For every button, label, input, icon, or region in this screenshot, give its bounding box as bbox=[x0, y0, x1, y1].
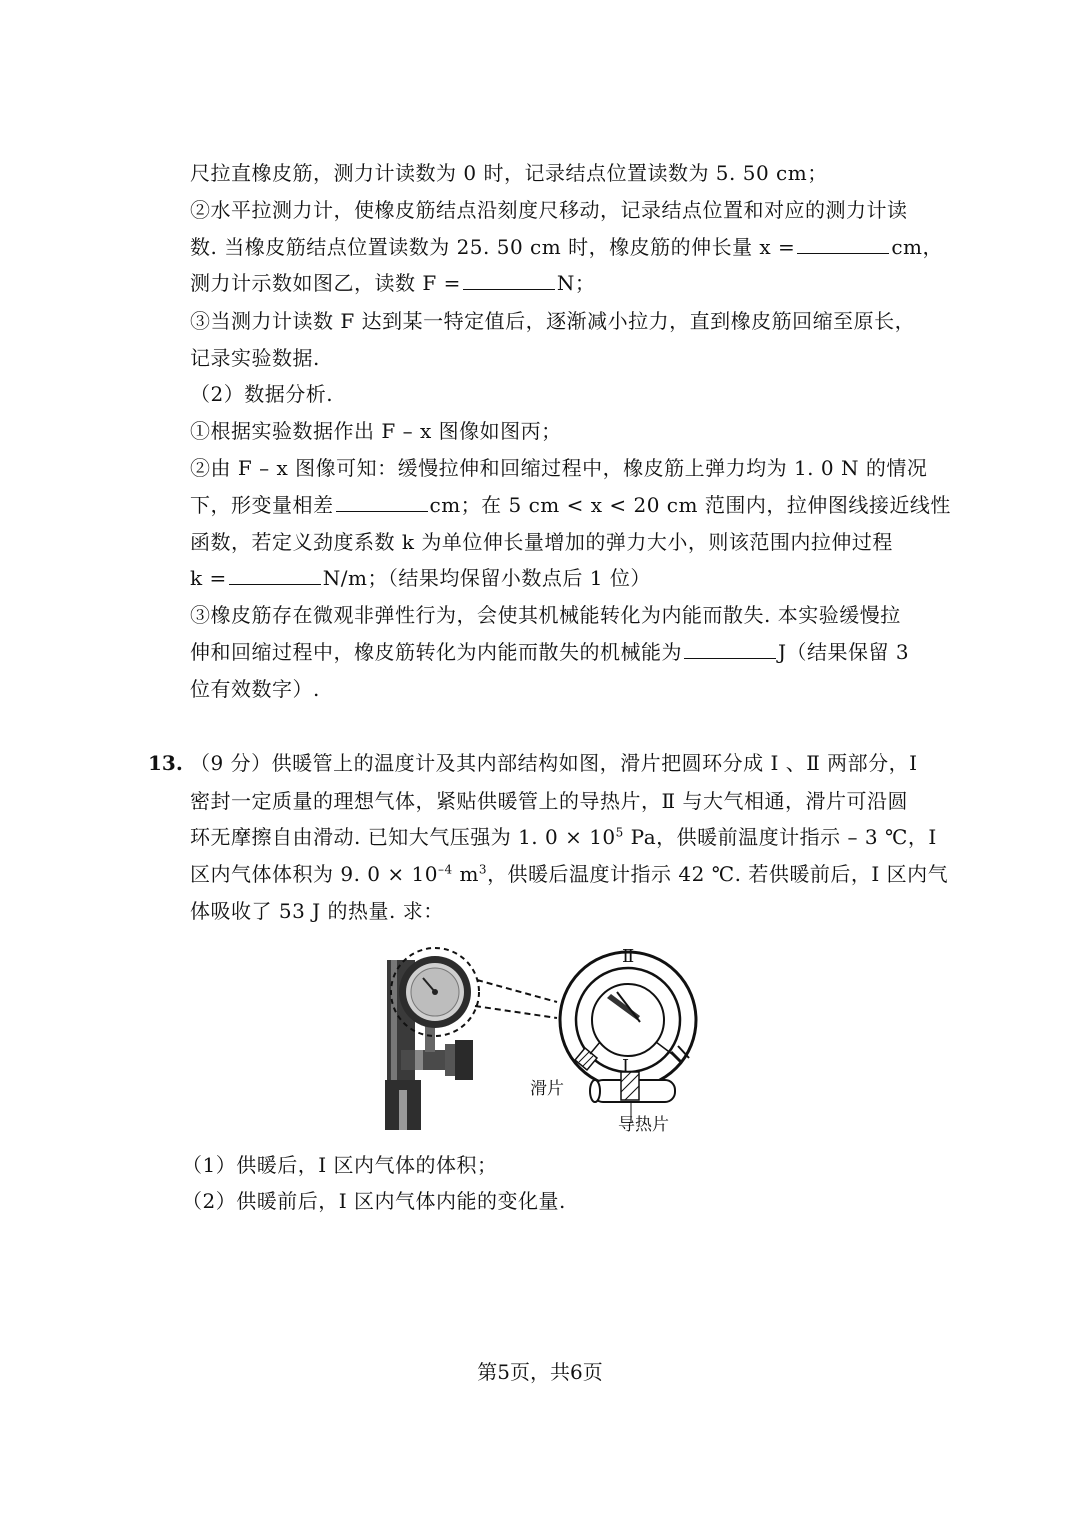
answer-blank-energy[interactable] bbox=[684, 638, 776, 659]
q12-line-7: （2）数据分析. bbox=[190, 382, 334, 406]
zoom-line-top bbox=[477, 980, 557, 1002]
q12-line-6: 记录实验数据. bbox=[190, 346, 320, 370]
q12-line-3: 数. 当橡皮筋结点位置读数为 25. 50 cm 时，橡皮筋的伸长量 x = cm， bbox=[190, 235, 943, 259]
ring-diagram bbox=[560, 952, 696, 1122]
q12-line-5: ③当测力计读数 F 达到某一特定值后，逐渐减小拉力，直到橡皮筋回缩至原长， bbox=[190, 309, 916, 333]
label-slider: 滑片 bbox=[530, 1079, 564, 1099]
label-region-I: Ⅰ bbox=[622, 1056, 630, 1077]
answer-blank-diff[interactable] bbox=[336, 491, 428, 512]
answer-blank-F[interactable] bbox=[463, 269, 555, 290]
answer-blank-x[interactable] bbox=[797, 233, 889, 254]
figure-drawing bbox=[385, 940, 715, 1140]
sub-question-2: （2）供暖前后，Ⅰ 区内气体内能的变化量. bbox=[182, 1189, 566, 1213]
label-region-II: Ⅱ bbox=[622, 946, 635, 967]
thermometer-figure bbox=[385, 940, 715, 1140]
q12-line-13: ③橡皮筋存在微观非弹性行为，会使其机械能转化为内能而散失. 本实验缓慢拉 bbox=[190, 603, 901, 627]
q12-line-1: 尺拉直橡皮筋，测力计读数为 0 时，记录结点位置读数为 5. 50 cm； bbox=[190, 161, 828, 185]
q12-line-10: 下，形变量相差 cm；在 5 cm < x < 20 cm 范围内，拉伸图线接近线性 bbox=[190, 493, 951, 517]
question-number: 13. bbox=[148, 751, 183, 775]
q12-line-12: k = N/m；（结果均保留小数点后 1 位） bbox=[190, 566, 651, 590]
label-heat-plate: 导热片 bbox=[618, 1115, 669, 1135]
zoom-line-bottom bbox=[475, 1006, 557, 1018]
gauge-photo bbox=[399, 956, 471, 1028]
q12-line-4: 测力计示数如图乙，读数 F = N； bbox=[190, 271, 596, 295]
answer-blank-k[interactable] bbox=[229, 564, 321, 585]
q13-line-5: 体吸收了 53 J 的热量. 求： bbox=[190, 899, 444, 923]
q13-line-3: 环无摩擦自由滑动. 已知大气压强为 1. $0 \times 10^5$ Pa，供暖前温度计指示 – 3 ℃，Ⅰ bbox=[190, 825, 937, 849]
q12-line-2: ②水平拉测力计，使橡皮筋结点沿刻度尺移动，记录结点位置和对应的测力计读 bbox=[190, 198, 908, 222]
q12-line-11: 函数，若定义劲度系数 k 为单位伸长量增加的弹力大小，则该范围内拉伸过程 bbox=[190, 530, 893, 554]
q12-line-8: ①根据实验数据作出 F – x 图像如图丙； bbox=[190, 419, 562, 443]
q12-line-15: 位有效数字）. bbox=[190, 677, 320, 701]
q12-line-9: ②由 F – x 图像可知：缓慢拉伸和回缩过程中，橡皮筋上弹力均为 1. 0 N 的情况 bbox=[190, 456, 928, 480]
q13-line-4: 区内气体体积为 9. $0 \times 10^{-4}$ $m^3$，供暖后温度计指示 42 ℃. 若供暖前后，Ⅰ 区内气 bbox=[190, 862, 949, 886]
q13-line-2: 密封一定质量的理想气体，紧贴供暖管上的导热片，Ⅱ 与大气相通，滑片可沿圆 bbox=[190, 789, 908, 813]
sub-question-1: （1）供暖后，Ⅰ 区内气体的体积； bbox=[182, 1153, 498, 1177]
q12-line-14: 伸和回缩过程中，橡皮筋转化为内能而散失的机械能为 J（结果保留 3 bbox=[190, 640, 910, 664]
q13-line-1: （9 分）供暖管上的温度计及其内部结构如图，滑片把圆环分成 Ⅰ 、Ⅱ 两部分，Ⅰ bbox=[190, 751, 918, 775]
page-footer: 第5页，共6页 bbox=[477, 1360, 603, 1384]
